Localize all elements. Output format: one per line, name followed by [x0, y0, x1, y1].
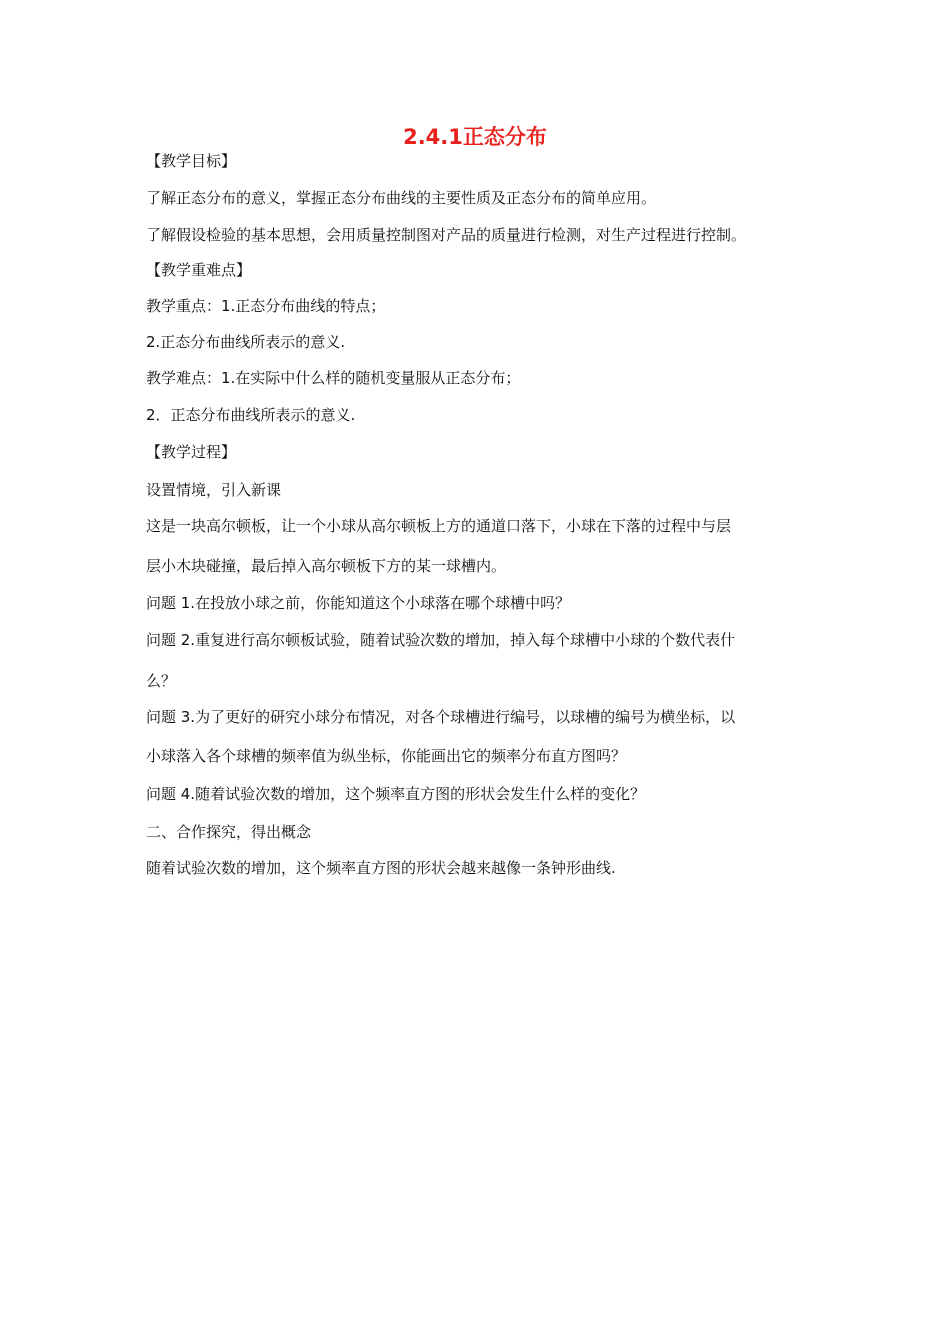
question-2-line-2: 么？ — [146, 672, 177, 690]
question-3-line-2: 小球落入各个球槽的频率值为纵坐标，你能画出它的频率分布直方图吗？ — [146, 747, 627, 765]
process-subheading-1: 设置情境，引入新课 — [146, 481, 282, 499]
section-heading-key-points: 【教学重难点】 — [146, 261, 252, 279]
section-heading-objectives: 【教学目标】 — [146, 152, 237, 170]
question-2-line-1: 问题 2.重复进行高尔顿板试验，随着试验次数的增加，掉入每个球槽中小球的个数代表什 — [146, 631, 736, 649]
document-title: 2.4.1正态分布 — [403, 125, 547, 149]
question-3-line-1: 问题 3.为了更好的研究小球分布情况，对各个球槽进行编号，以球槽的编号为横坐标，以 — [146, 708, 736, 726]
process-paragraph-line-2: 层小木块碰撞，最后掉入高尔顿板下方的某一球槽内。 — [146, 557, 507, 575]
objective-paragraph-1: 了解正态分布的意义，掌握正态分布曲线的主要性质及正态分布的简单应用。 — [146, 189, 657, 207]
difficult-point-2: 2．正态分布曲线所表示的意义. — [146, 406, 356, 424]
question-1: 问题 1.在投放小球之前，你能知道这个小球落在哪个球槽中吗？ — [146, 594, 571, 612]
section-heading-process: 【教学过程】 — [146, 443, 237, 461]
key-point-2: 2.正态分布曲线所表示的意义. — [146, 333, 346, 351]
difficult-point-1: 教学难点：1.在实际中什么样的随机变量服从正态分布； — [146, 369, 521, 387]
process-paragraph-line-1: 这是一块高尔顿板，让一个小球从高尔顿板上方的通道口落下，小球在下落的过程中与层 — [146, 517, 732, 535]
process-subheading-2: 二、合作探究，得出概念 — [146, 823, 312, 841]
question-4: 问题 4.随着试验次数的增加，这个频率直方图的形状会发生什么样的变化？ — [146, 785, 646, 803]
concept-paragraph: 随着试验次数的增加，这个频率直方图的形状会越来越像一条钟形曲线. — [146, 859, 616, 877]
key-point-1: 教学重点：1.正态分布曲线的特点； — [146, 297, 386, 315]
objective-paragraph-2: 了解假设检验的基本思想，会用质量控制图对产品的质量进行检测，对生产过程进行控制。 — [146, 226, 747, 244]
